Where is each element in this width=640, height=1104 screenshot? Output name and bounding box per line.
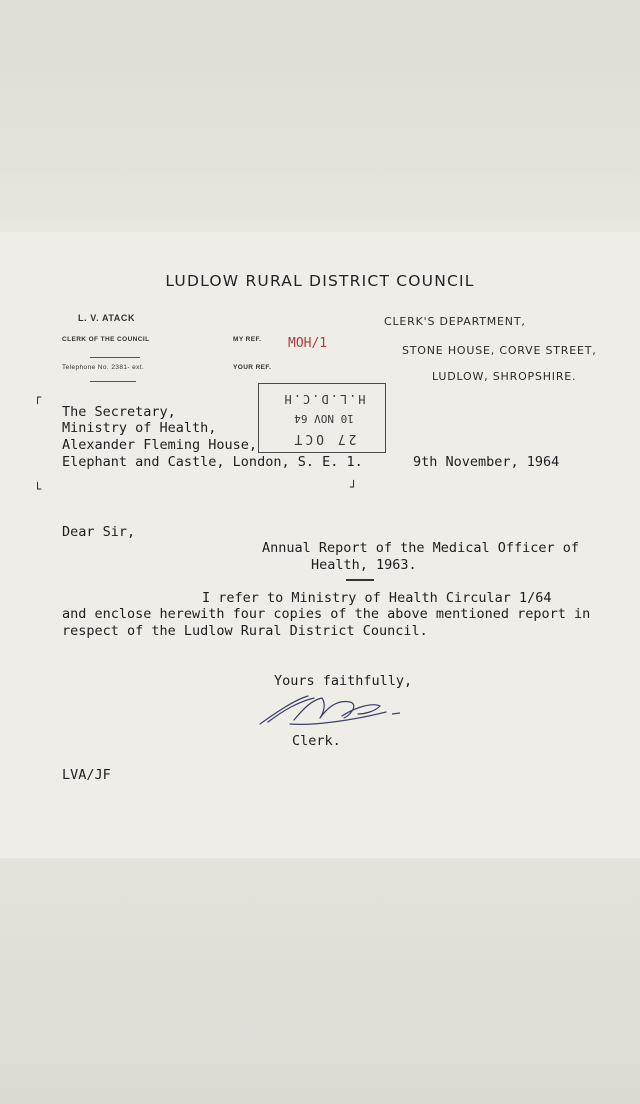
corner-mark-top-left: ┌ bbox=[34, 390, 42, 404]
divider-rule bbox=[90, 357, 140, 358]
corner-mark-bottom-right: ┘ bbox=[350, 480, 358, 494]
address-line-2: LUDLOW, SHROPSHIRE. bbox=[432, 370, 577, 383]
my-ref-value: MOH/1 bbox=[288, 336, 328, 351]
clerk-name: L. V. ATACK bbox=[78, 313, 136, 323]
body-line-1: I refer to Ministry of Health Circular 1/64 bbox=[202, 590, 552, 606]
department: CLERK'S DEPARTMENT, bbox=[384, 315, 526, 328]
stamp-line-2: 10 NOV 64 bbox=[294, 412, 354, 425]
my-ref-label: MY REF. bbox=[233, 336, 262, 343]
subject-line-2: Health, 1963. bbox=[311, 557, 417, 573]
address-line-1: STONE HOUSE, CORVE STREET, bbox=[402, 344, 597, 357]
subject-line-1: Annual Report of the Medical Officer of bbox=[262, 540, 579, 556]
stamp-line-1: 27 OCT bbox=[291, 431, 357, 446]
subject-underline bbox=[346, 579, 374, 581]
telephone: Telephone No. 2381- ext. bbox=[62, 364, 145, 371]
signature bbox=[254, 690, 404, 730]
corner-mark-bottom-left: └ bbox=[34, 482, 42, 496]
recipient-line-4: Elephant and Castle, London, S. E. 1. bbox=[62, 454, 363, 470]
your-ref-label: YOUR REF. bbox=[233, 364, 272, 371]
council-heading: LUDLOW RURAL DISTRICT COUNCIL bbox=[165, 272, 475, 290]
recipient-line-3: Alexander Fleming House, bbox=[62, 437, 258, 453]
body-line-2: and enclose herewith four copies of the above mentioned report in bbox=[62, 606, 591, 622]
scan-margin-bottom bbox=[0, 858, 640, 1104]
body-line-3: respect of the Ludlow Rural District Council. bbox=[62, 623, 428, 639]
reference-initials: LVA/JF bbox=[62, 767, 111, 783]
received-stamp bbox=[258, 383, 386, 453]
letter-date: 9th November, 1964 bbox=[413, 454, 560, 470]
salutation: Dear Sir, bbox=[62, 524, 136, 540]
recipient-line-2: Ministry of Health, bbox=[62, 420, 217, 436]
signature-title: Clerk. bbox=[292, 733, 341, 749]
divider-rule bbox=[90, 381, 136, 382]
stamp-line-3: H.L.D.C.H bbox=[282, 392, 366, 406]
clerk-title: CLERK OF THE COUNCIL bbox=[62, 336, 150, 343]
recipient-line-1: The Secretary, bbox=[62, 404, 176, 420]
scan-margin-top bbox=[0, 0, 640, 232]
closing: Yours faithfully, bbox=[274, 673, 413, 689]
